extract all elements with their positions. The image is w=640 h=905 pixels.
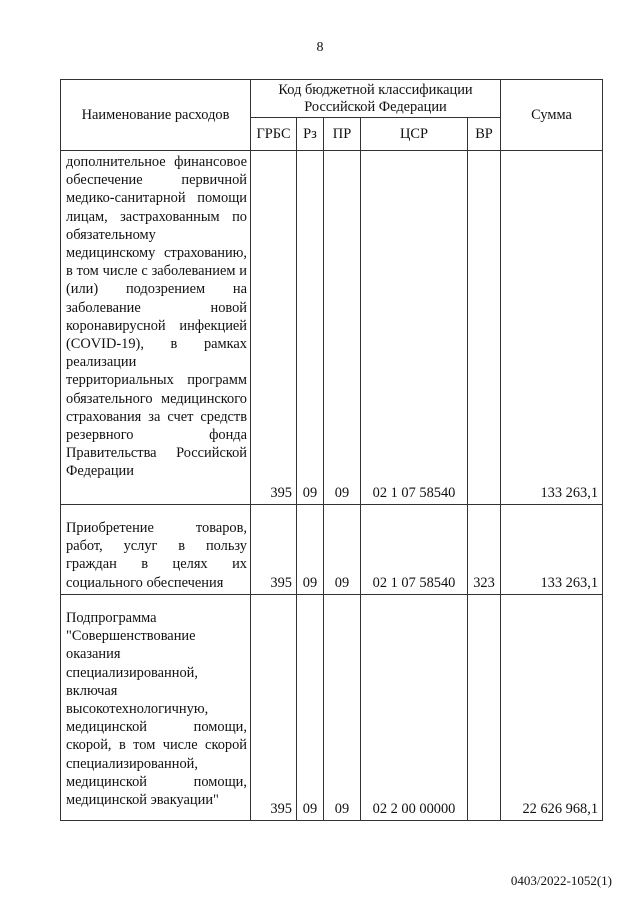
row-csr: 02 1 07 58540 <box>361 151 468 505</box>
document-code: 0403/2022-1052(1) <box>510 873 612 888</box>
table-row <box>61 595 603 821</box>
row-sum: 133 263,1 <box>501 505 603 595</box>
row-name: Подпрограмма "Совершенствование оказания специализированной, включая высокотехнологичную, медицинской помощи, скорой, в том числе скорой специализированной, медицинской помощи, медицинской эвакуации" <box>61 595 251 821</box>
header-pr: ПР <box>324 118 361 151</box>
row-rz: 09 <box>297 505 324 595</box>
budget-table <box>60 79 603 821</box>
row-vr <box>468 151 501 505</box>
header-vr: ВР <box>468 118 501 151</box>
row-grbs: 395 <box>251 505 297 595</box>
row-sum: 133 263,1 <box>501 151 603 505</box>
page-number: 8 <box>316 40 324 55</box>
row-name: дополнительное финансовое обеспечение первичной медико-санитарной помощи лицам, застрахованным по обязательному медицинскому страхованию, в том числе с заболеванием и (или) подозрением на заболевание новой коронавирусной инфекцией (COVID-19), в рамках реализации территориальных программ обязательного медицинского страхования за счет средств резервного фонда Правительства Российской Федерации <box>61 151 251 505</box>
table-row <box>61 505 603 595</box>
header-rz: Рз <box>297 118 324 151</box>
row-csr: 02 1 07 58540 <box>361 505 468 595</box>
header-grbs: ГРБС <box>251 118 297 151</box>
header-sum-column: Сумма <box>501 80 603 151</box>
header-code-group: Код бюджетной классификации Российской Федерации <box>251 80 501 118</box>
header-csr: ЦСР <box>361 118 468 151</box>
row-rz: 09 <box>297 151 324 505</box>
table-row <box>61 151 603 505</box>
row-sum: 22 626 968,1 <box>501 595 603 821</box>
row-pr: 09 <box>324 151 361 505</box>
header-name-column: Наименование расходов <box>61 80 251 151</box>
row-name: Приобретение товаров, работ, услуг в пользу граждан в целях их социального обеспечения <box>61 505 251 595</box>
row-vr <box>468 595 501 821</box>
row-csr: 02 2 00 00000 <box>361 595 468 821</box>
row-pr: 09 <box>324 505 361 595</box>
row-vr: 323 <box>468 505 501 595</box>
row-grbs: 395 <box>251 151 297 505</box>
row-pr: 09 <box>324 595 361 821</box>
row-grbs: 395 <box>251 595 297 821</box>
row-rz: 09 <box>297 595 324 821</box>
